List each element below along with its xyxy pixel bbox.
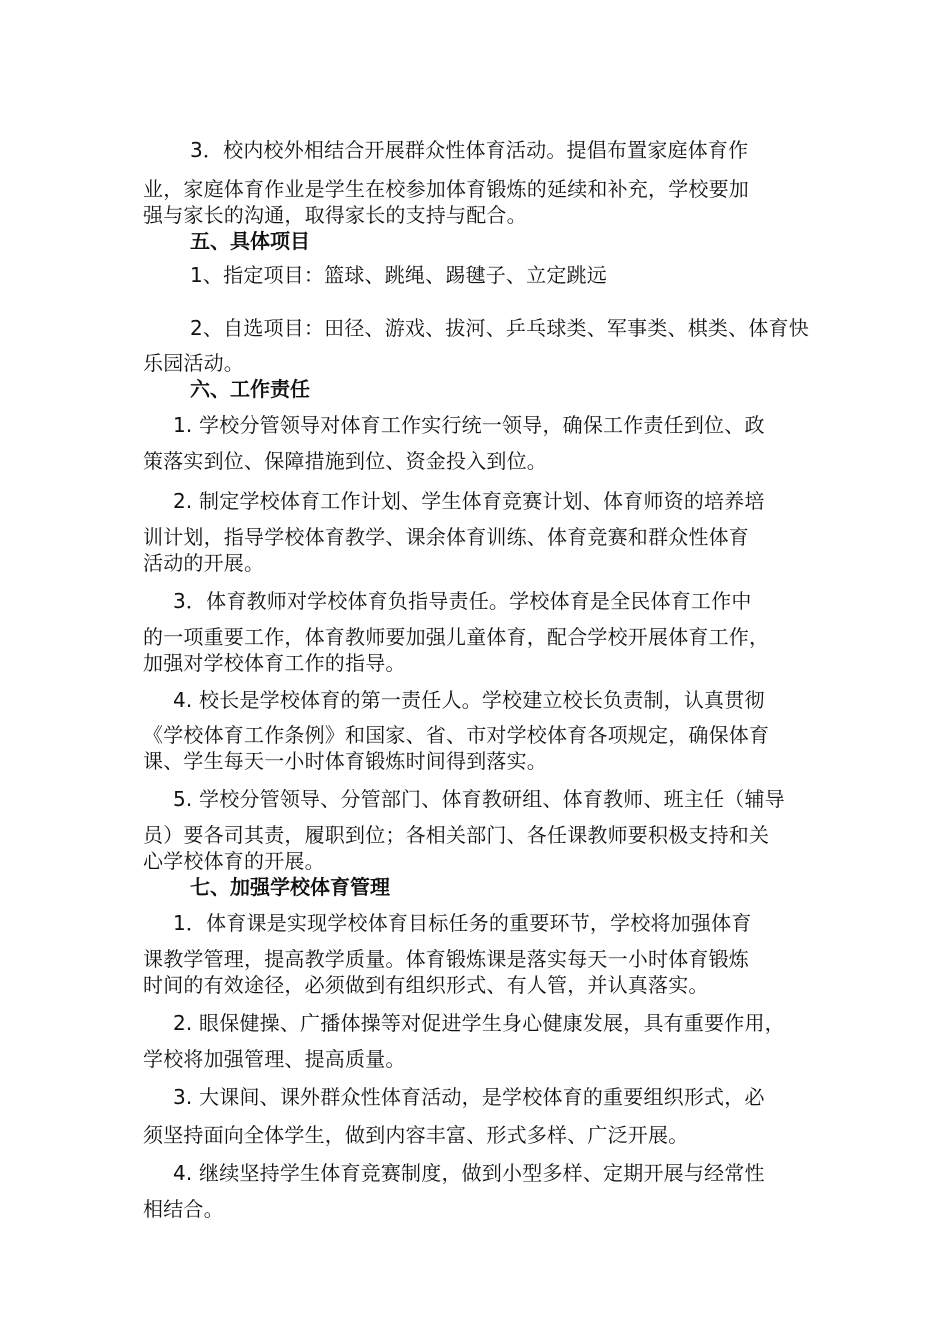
paragraph-line: 3．体育教师对学校体育负指导责任。学校体育是全民体育工作中 <box>173 589 752 613</box>
paragraph-line: 加强对学校体育工作的指导。 <box>143 651 406 675</box>
paragraph-line: 策落实到位、保障措施到位、资金投入到位。 <box>143 449 547 473</box>
paragraph-line: 2. 制定学校体育工作计划、学生体育竞赛计划、体育师资的培养培 <box>173 489 765 513</box>
paragraph-line: 1、指定项目：篮球、跳绳、踢毽子、立定跳远 <box>190 263 607 287</box>
paragraph-line: 员）要各司其责，履职到位；各相关部门、各任课教师要积极支持和关 <box>143 823 770 847</box>
paragraph-line: 活动的开展。 <box>143 551 265 575</box>
paragraph-line: 1. 学校分管领导对体育工作实行统一领导，确保工作责任到位、政 <box>173 413 765 437</box>
paragraph-line: 训计划，指导学校体育教学、课余体育训练、体育竞赛和群众性体育 <box>143 525 749 549</box>
paragraph-line: 4. 校长是学校体育的第一责任人。学校建立校长负责制，认真贯彻 <box>173 688 765 712</box>
paragraph-line: 心学校体育的开展。 <box>143 849 325 873</box>
paragraph-line: 乐园活动。 <box>143 351 244 375</box>
section-heading: 七、加强学校体育管理 <box>190 875 390 899</box>
paragraph-line: 3. 大课间、课外群众性体育活动，是学校体育的重要组织形式，必 <box>173 1085 765 1109</box>
section-heading: 六、工作责任 <box>190 377 310 401</box>
paragraph-line: 2. 眼保健操、广播体操等对促进学生身心健康发展，具有重要作用， <box>173 1011 785 1035</box>
paragraph-line: 时间的有效途径，必须做到有组织形式、有人管，并认真落实。 <box>143 973 709 997</box>
paragraph-line: 须坚持面向全体学生，做到内容丰富、形式多样、广泛开展。 <box>143 1123 689 1147</box>
paragraph-line: 2、自选项目：田径、游戏、拔河、乒乓球类、军事类、棋类、体育快 <box>190 316 809 340</box>
paragraph-line: 的一项重要工作，体育教师要加强儿童体育，配合学校开展体育工作， <box>143 625 770 649</box>
paragraph-line: 课教学管理，提高教学质量。体育锻炼课是落实每天一小时体育锻炼 <box>143 947 749 971</box>
paragraph-line: 1．体育课是实现学校体育目标任务的重要环节，学校将加强体育 <box>173 911 752 935</box>
paragraph-line: 《学校体育工作条例》和国家、省、市对学校体育各项规定，确保体育 <box>143 723 770 747</box>
section-heading: 五、具体项目 <box>190 229 310 253</box>
paragraph-line: 3．校内校外相结合开展群众性体育活动。提倡布置家庭体育作 <box>190 138 749 162</box>
paragraph-line: 相结合。 <box>143 1197 224 1221</box>
paragraph-line: 学校将加强管理、提高质量。 <box>143 1047 406 1071</box>
paragraph-line: 4. 继续坚持学生体育竞赛制度，做到小型多样、定期开展与经常性 <box>173 1161 765 1185</box>
paragraph-line: 5. 学校分管领导、分管部门、体育教研组、体育教师、班主任（辅导 <box>173 787 785 811</box>
paragraph-line: 课、学生每天一小时体育锻炼时间得到落实。 <box>143 749 547 773</box>
paragraph-line: 强与家长的沟通，取得家长的支持与配合。 <box>143 203 527 227</box>
paragraph-line: 业，家庭体育作业是学生在校参加体育锻炼的延续和补充，学校要加 <box>143 177 749 201</box>
